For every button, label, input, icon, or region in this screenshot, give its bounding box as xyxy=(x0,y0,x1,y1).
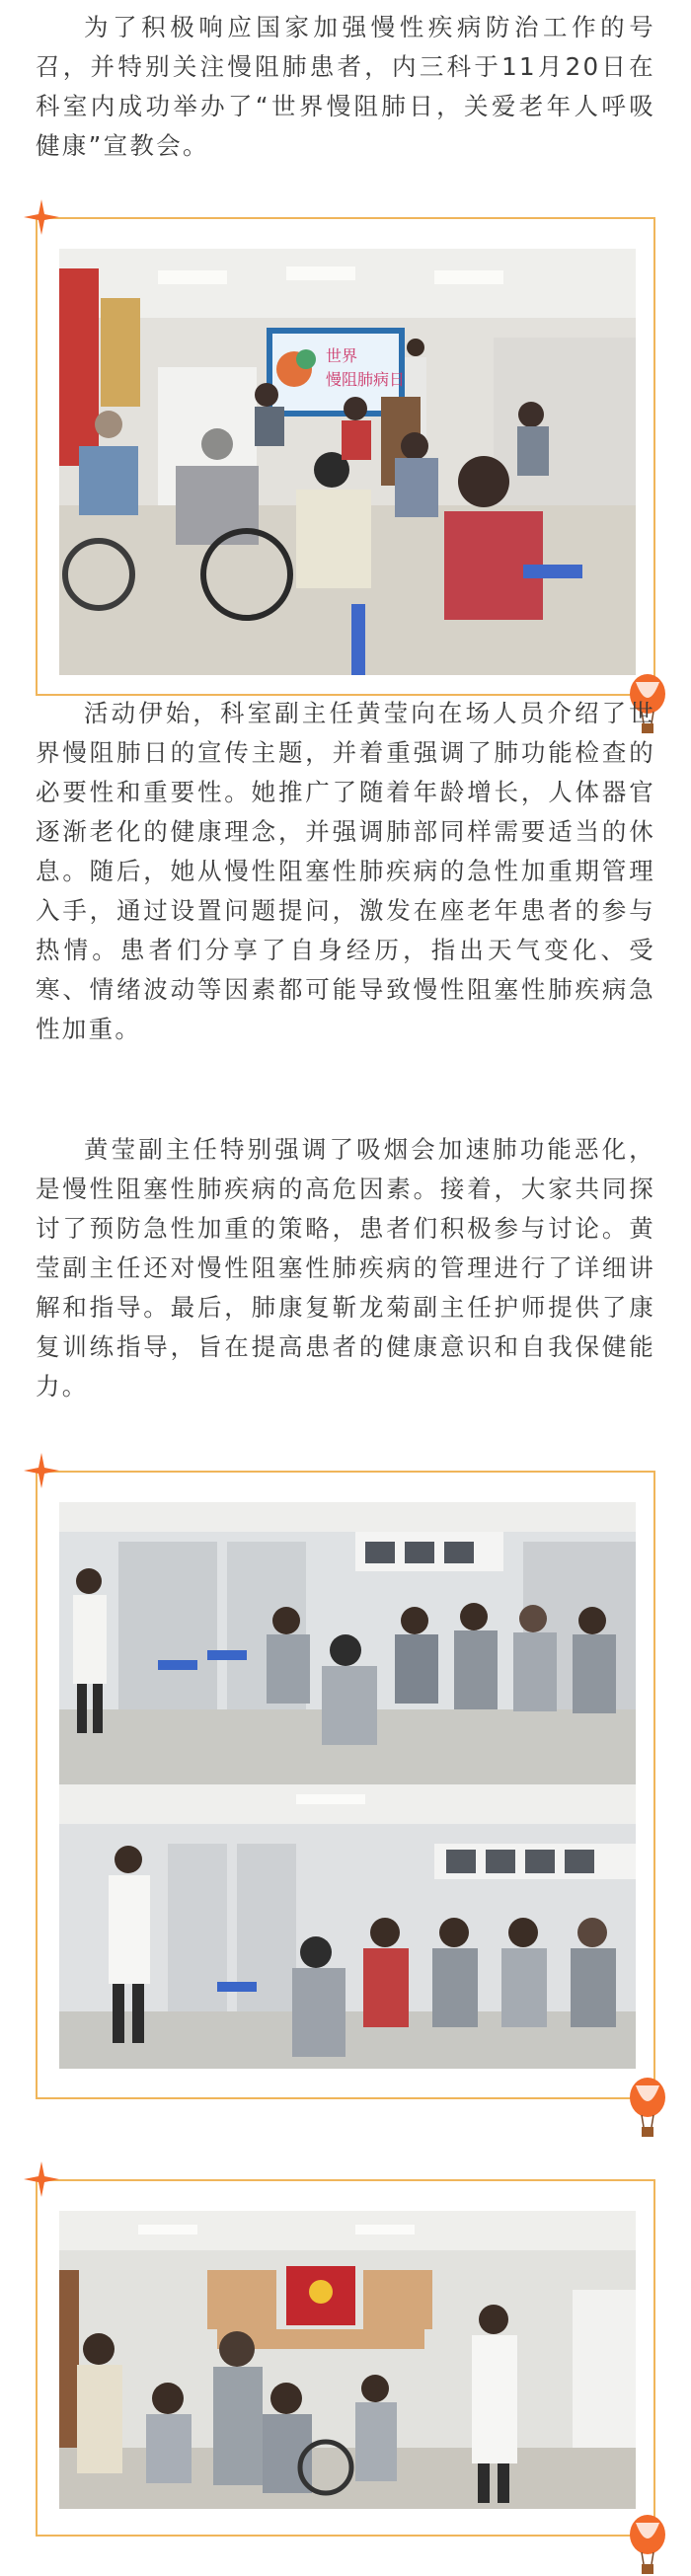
screen-title-line2: 慢阻肺病日 xyxy=(326,370,406,389)
speaker-photo-2 xyxy=(59,1784,636,2069)
intro-paragraph: 为了积极响应国家加强慢性疾病防治工作的号召，并特别关注慢阻肺患者，内三科于11月20日在科室内成功举办了“世界慢阻肺日，关爱老年人呼吸健康”宣教会。 xyxy=(36,13,655,160)
smoking-paragraph: 黄莹副主任特别强调了吸烟会加速肺功能恶化，是慢性阻塞性肺疾病的高危因素。接着，大家共同探讨了预防急性加重的策略，患者们积极参与讨论。黄莹副主任还对慢性阻塞性肺疾病的管理进行了详细讲解和指导。最后，肺康复靳龙菊副主任护师提供了康复训练指导，旨在提高患者的健康意识和自我保健能力。 xyxy=(36,1135,655,1401)
speaker-photo-1 xyxy=(59,1502,636,1784)
photo-frame-2 xyxy=(36,1471,655,2099)
screen-title-line1: 世界 xyxy=(326,346,358,365)
star-icon xyxy=(24,1453,59,1488)
activity-paragraph: 活动伊始，科室副主任黄莹向在场人员介绍了世界慢阻肺日的宣传主题，并着重强调了肺功能检查的必要性和重要性。她推广了随着年龄增长，人体器官逐渐老化的健康理念，并强调肺部同样需要适当的休息。随后，她从慢性阻塞性肺疾病的急性加重期管理入手，通过设置问题提问，激发在座老年患者的参与热情。患者们分享了自身经历，指出天气变化、受寒、情绪波动等因素都可能导致慢性阻塞性肺疾病急性加重。 xyxy=(36,699,655,1043)
hot-air-balloon-icon xyxy=(628,2515,667,2576)
star-icon xyxy=(24,199,59,235)
lecture-photo xyxy=(59,249,636,675)
photo-frame-3 xyxy=(36,2179,655,2537)
star-icon xyxy=(24,2161,59,2197)
photo-frame-1 xyxy=(36,217,655,696)
rehab-guidance-photo xyxy=(59,2211,636,2509)
hot-air-balloon-icon xyxy=(628,2078,667,2139)
